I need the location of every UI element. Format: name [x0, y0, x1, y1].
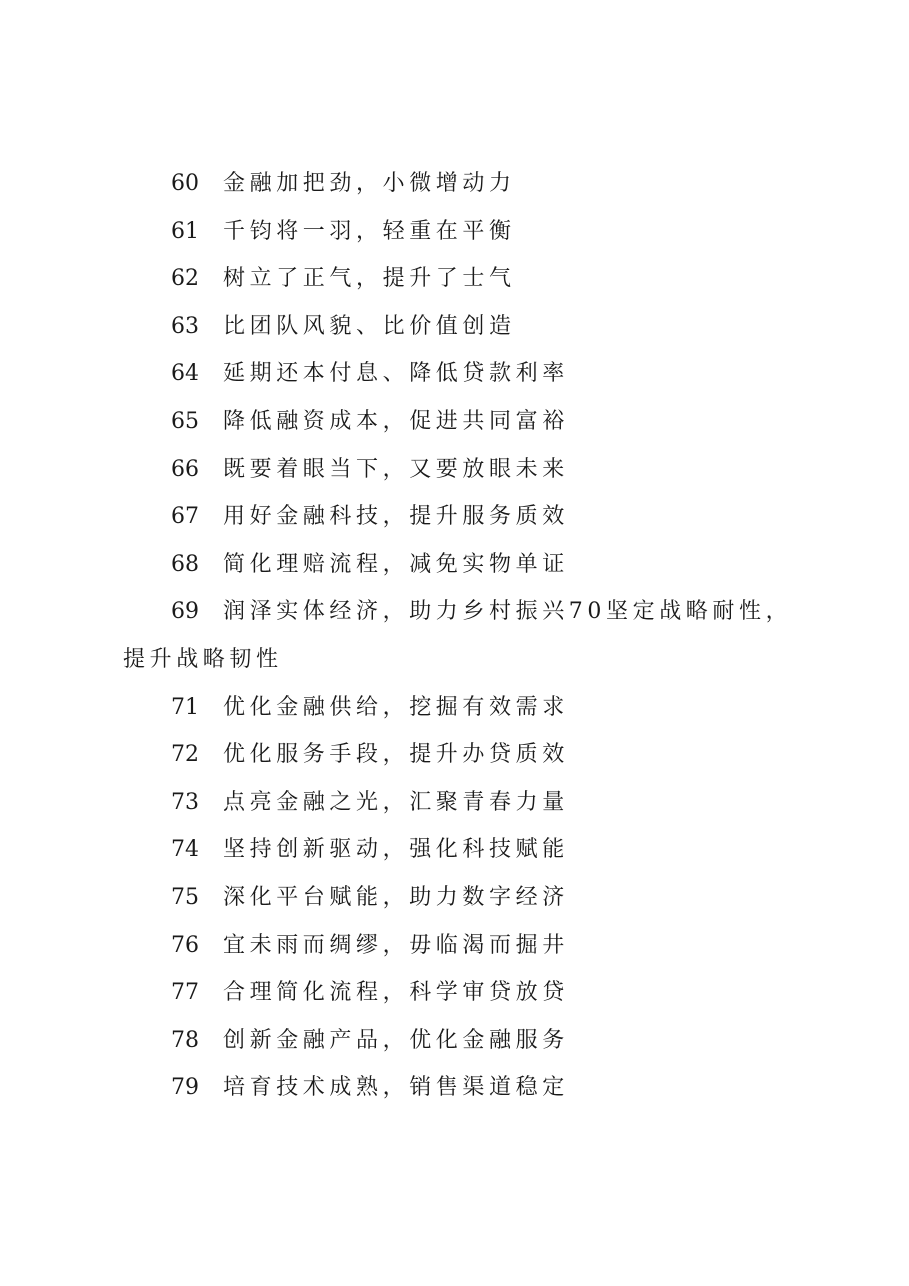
list-item: [123, 588, 803, 683]
item-text: 合理简化流程，科学审贷放贷: [223, 980, 569, 1006]
list-item: [123, 779, 803, 827]
item-text: 金融加把劲，小微增动力: [223, 171, 516, 196]
item-number: 62: [171, 266, 199, 292]
item-text: 润泽实体经济，助力乡村振兴70坚定战略耐性，提升战略韧性: [123, 599, 793, 672]
list-item: [123, 303, 803, 351]
item-number: 79: [171, 1075, 199, 1101]
item-number: 66: [171, 456, 199, 482]
item-number: 76: [171, 932, 199, 958]
item-number: 75: [171, 884, 199, 910]
list-item: [123, 874, 803, 922]
list-item: [123, 208, 803, 256]
list-item: [123, 493, 803, 541]
list-item: [123, 1017, 803, 1065]
item-text: 坚持创新驱动，强化科技赋能: [223, 837, 569, 863]
item-text: 优化服务手段，提升办贷质效: [223, 742, 569, 768]
item-number: 69: [171, 599, 199, 625]
list-item: [123, 969, 803, 1017]
item-text: 既要着眼当下，又要放眼未来: [223, 456, 569, 482]
item-number: 72: [171, 742, 199, 768]
list-item: [123, 826, 803, 874]
item-number: 65: [171, 408, 199, 434]
list-item: [123, 255, 803, 303]
item-text: 用好金融科技，提升服务质效: [223, 504, 569, 530]
item-text: 点亮金融之光，汇聚青春力量: [223, 789, 569, 815]
item-text: 简化理赔流程，减免实物单证: [223, 551, 569, 577]
item-number: 77: [171, 980, 199, 1006]
item-number: 64: [171, 361, 199, 387]
list-item: [123, 1064, 803, 1112]
item-number: 74: [171, 837, 199, 863]
item-number: 68: [171, 551, 199, 577]
list-item: [123, 398, 803, 446]
item-number: 63: [171, 313, 199, 339]
item-text: 宜未雨而绸缪，毋临渴而掘井: [223, 932, 569, 958]
item-number: 73: [171, 789, 199, 815]
slogan-list: [123, 160, 803, 1112]
item-text: 降低融资成本，促进共同富裕: [223, 408, 569, 434]
item-number: 61: [171, 218, 199, 244]
list-item: [123, 731, 803, 779]
item-text: 千钧将一羽，轻重在平衡: [223, 218, 516, 244]
list-item: [123, 684, 803, 732]
item-text: 培育技术成熟，销售渠道稳定: [223, 1075, 569, 1101]
list-item: [123, 446, 803, 494]
item-text: 深化平台赋能，助力数字经济: [223, 884, 569, 910]
item-text: 创新金融产品，优化金融服务: [223, 1027, 569, 1053]
list-item: [123, 350, 803, 398]
item-text: 比团队风貌、比价值创造: [223, 313, 516, 339]
list-item: [123, 541, 803, 589]
item-number: 60: [171, 171, 199, 196]
list-item: [123, 922, 803, 970]
item-text: 延期还本付息、降低贷款利率: [223, 361, 569, 387]
item-number: 71: [171, 694, 199, 720]
item-number: 67: [171, 504, 199, 530]
item-text: 优化金融供给，挖掘有效需求: [223, 694, 569, 720]
item-number: 78: [171, 1027, 199, 1053]
list-item: [123, 160, 803, 208]
item-text: 树立了正气，提升了士气: [223, 266, 516, 292]
